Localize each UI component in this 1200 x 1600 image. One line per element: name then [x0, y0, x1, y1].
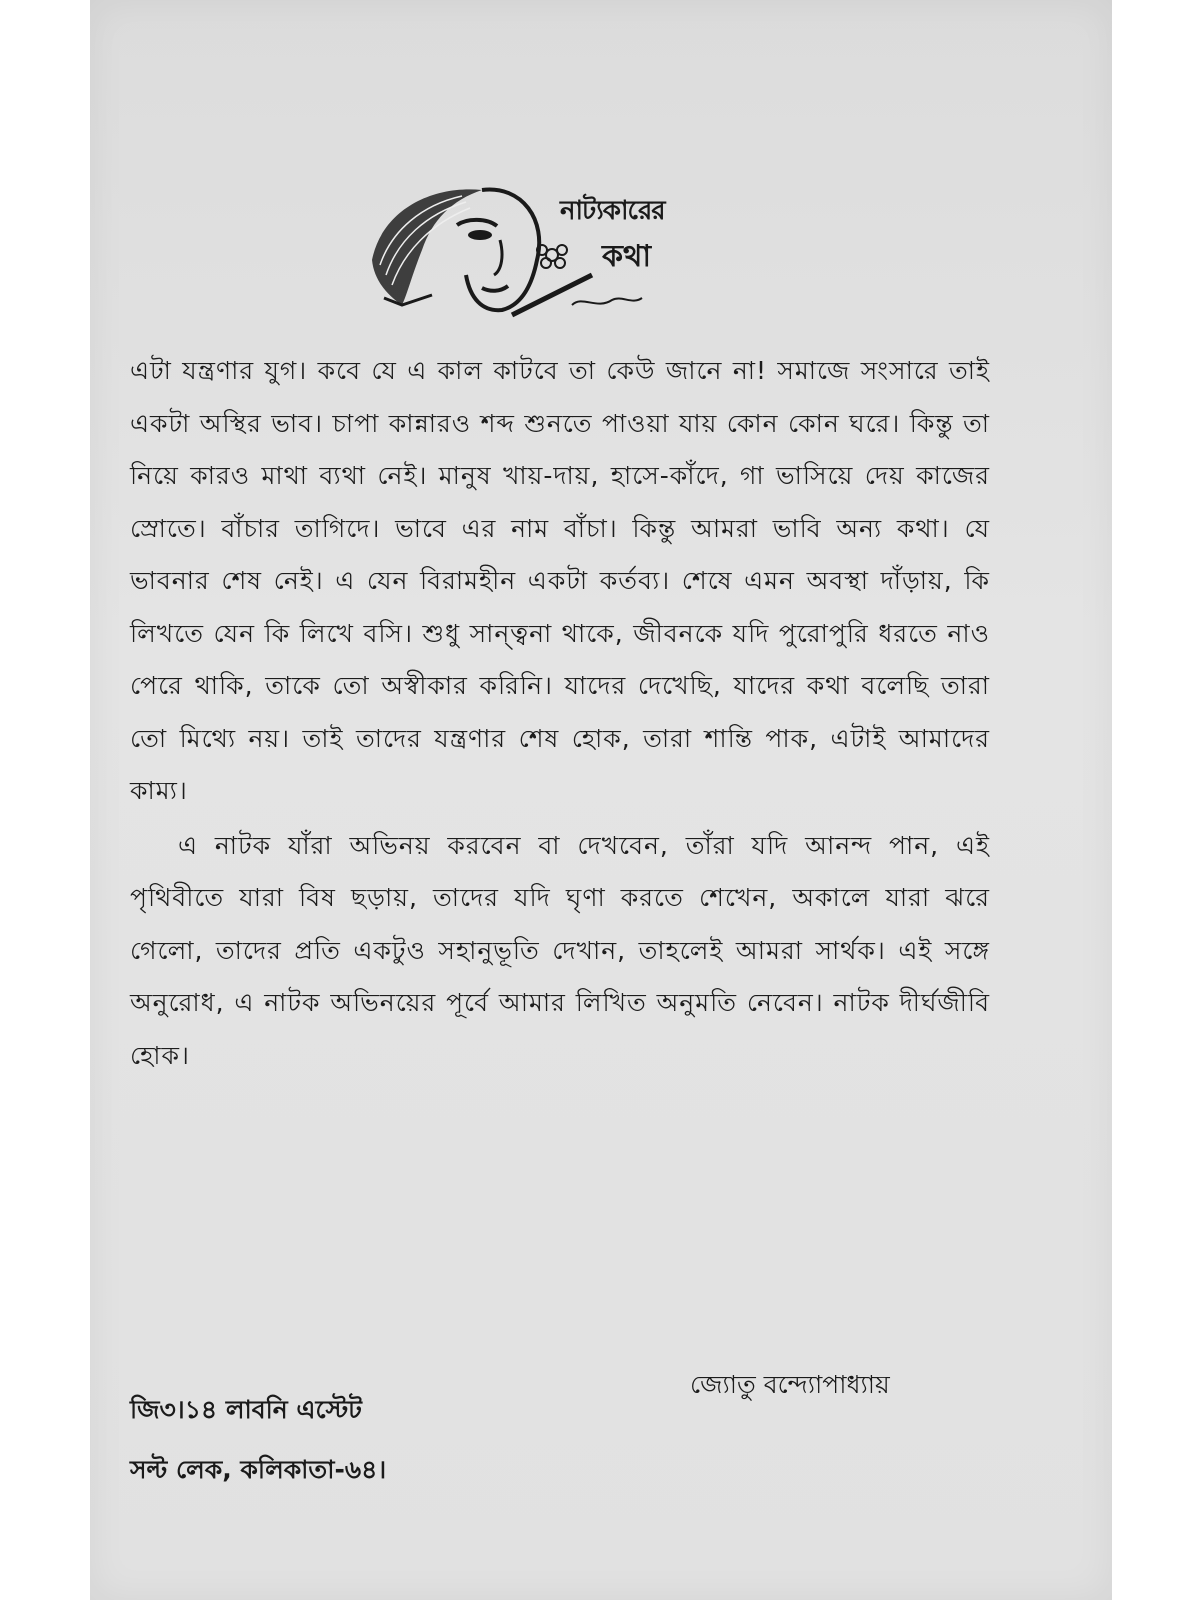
address-line-2: সল্ট লেক, কলিকাতা-৬৪।: [130, 1455, 387, 1484]
author-signature: জ্যোতু বন্দ্যোপাধ্যায়: [690, 1370, 890, 1399]
header-logo: [362, 180, 672, 330]
left-margin: [0, 0, 90, 1600]
logo-title-line2: কথা: [602, 239, 652, 274]
preface-paragraph-1: এটা যন্ত্রণার যুগ। কবে যে এ কাল কাটবে তা কেউ জানে না! সমাজে সংসারে তাই একটা অস্থির ভাব। চাপা কান্নারও শব্দ শুনতে পাওয়া যায় কোন কোন ঘরে। কিন্তু তা নিয়ে কারও মাথা ব্যথা নেই। মানুষ খায়-দায়, হাসে-কাঁদে, গা ভাসিয়ে দেয় কাজের স্রোতে। বাঁচার তাগিদে। ভাবে এর নাম বাঁচা। কিন্তু আমরা ভাবি অন্য কথা। যে ভাবনার শেষ নেই। এ যেন বিরামহীন একটা কর্তব্য। শেষে এমন অবস্থা দাঁড়ায়, কি লিখতে যেন কি লিখে বসি। শুধু সান্ত্বনা থাকে, জীবনকে যদি পুরোপুরি ধরতে নাও পেরে থাকি, তাকে তো অস্বীকার করিনি। যাদের দেখেছি, যাদের কথা বলেছি তারা তো মিথ্যে নয়। তাই তাদের যন্ত্রণার শেষ হোক, তারা শান্তি পাক, এটাই আমাদের কাম্য।: [130, 356, 990, 805]
address-line-1: জি৩।১৪ লাবনি এস্টেট: [130, 1395, 362, 1424]
preface-body: [130, 345, 990, 1082]
preface-paragraph-2: এ নাটক যাঁরা অভিনয় করবেন বা দেখবেন, তাঁরা যদি আনন্দ পান, এই পৃথিবীতে যারা বিষ ছড়ায়, তাদের যদি ঘৃণা করতে শেখেন, অকালে যারা ঝরে গেলো, তাদের প্রতি একটুও সহানুভূতি দেখান, তাহলেই আমরা সার্থক। এই সঙ্গে অনুরোধ, এ নাটক অভিনয়ের পূর্বে আমার লিখিত অনুমতি নেবেন। নাটক দীর্ঘজীবি হোক।: [130, 830, 990, 1070]
logo-title-line1: নাট্যকারের: [560, 196, 665, 226]
author-address: [130, 1380, 386, 1500]
